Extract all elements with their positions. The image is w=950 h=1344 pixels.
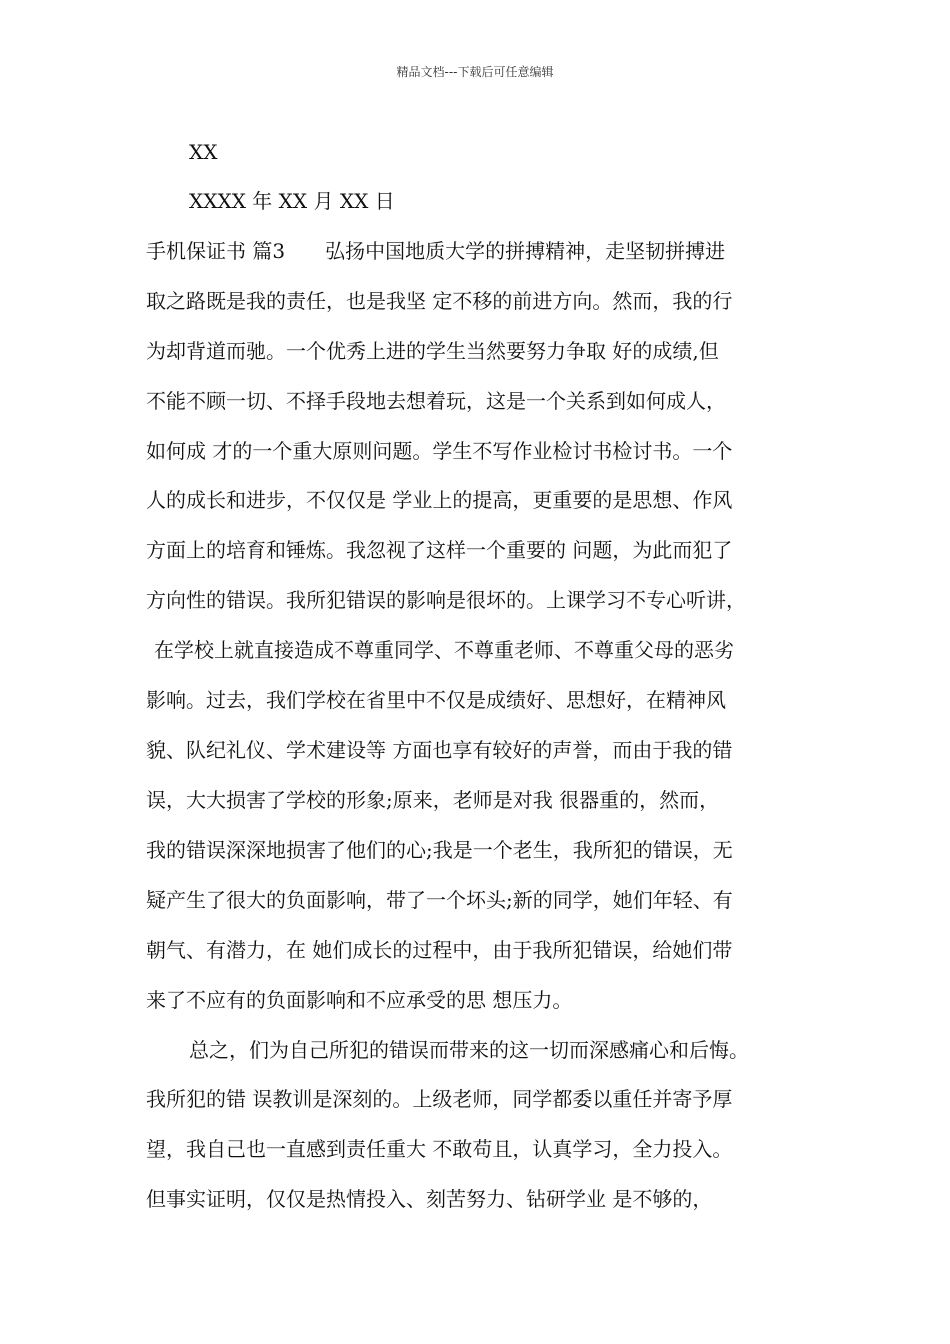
body-line: 手机保证书 篇3 弘扬中国地质大学的拼搏精神，走坚韧拼搏进 <box>146 239 726 263</box>
body-line: 方向性的错误。我所犯错误的影响是很坏的。上课学习不专心听讲， <box>146 588 746 612</box>
body-line: 人的成长和进步，不仅仅是 学业上的提高，更重要的是思想、作风 <box>146 488 733 512</box>
body-line: 不能不顾一切、不择手段地去想着玩，这是一个关系到如何成人， <box>146 389 726 413</box>
body-line: 总之，们为自己所犯的错误而带来的这一切而深感痛心和后悔。 <box>189 1038 749 1062</box>
body-line: 貌、队纪礼仪、学术建设等 方面也享有较好的声誉，而由于我的错 <box>146 738 733 762</box>
body-line: 如何成 才的一个重大原则问题。学生不写作业检讨书检讨书。一个 <box>146 439 733 463</box>
body-line: 但事实证明，仅仅是热情投入、刻苦努力、钻研学业 是不够的， <box>146 1187 713 1211</box>
page-header: 精品文档---下载后可任意编辑 <box>396 65 554 79</box>
body-line: 在学校上就直接造成不尊重同学、不尊重老师、不尊重父母的恶劣 <box>154 638 734 662</box>
body-line: 为却背道而驰。一个优秀上进的学生当然要努力争取 好的成绩,但 <box>146 339 719 363</box>
signature-name: XX <box>189 140 218 164</box>
body-line: 望，我自己也一直感到责任重大 不敢苟且，认真学习，全力投入。 <box>146 1137 733 1161</box>
body-line: 我所犯的错 误教训是深刻的。上级老师，同学都委以重任并寄予厚 <box>146 1087 733 1111</box>
body-line: 来了不应有的负面影响和不应承受的思 想压力。 <box>146 988 573 1012</box>
body-line: 朝气、有潜力，在 她们成长的过程中，由于我所犯错误，给她们带 <box>146 938 733 962</box>
body-line: 误，大大损害了学校的形象;原来，老师是对我 很器重的，然而， <box>146 788 720 812</box>
signature-date: XXXX 年 XX 月 XX 日 <box>189 189 395 213</box>
body-line: 方面上的培育和锤炼。我忽视了这样一个重要的 问题，为此而犯了 <box>146 538 733 562</box>
body-line: 取之路既是我的责任，也是我坚 定不移的前进方向。然而，我的行 <box>146 289 733 313</box>
body-line: 我的错误深深地损害了他们的心;我是一个老生，我所犯的错误，无 <box>146 838 733 862</box>
body-line: 影响。过去，我们学校在省里中不仅是成绩好、思想好，在精神风 <box>146 688 726 712</box>
body-line: 疑产生了很大的负面影响，带了一个坏头;新的同学，她们年轻、有 <box>146 888 733 912</box>
